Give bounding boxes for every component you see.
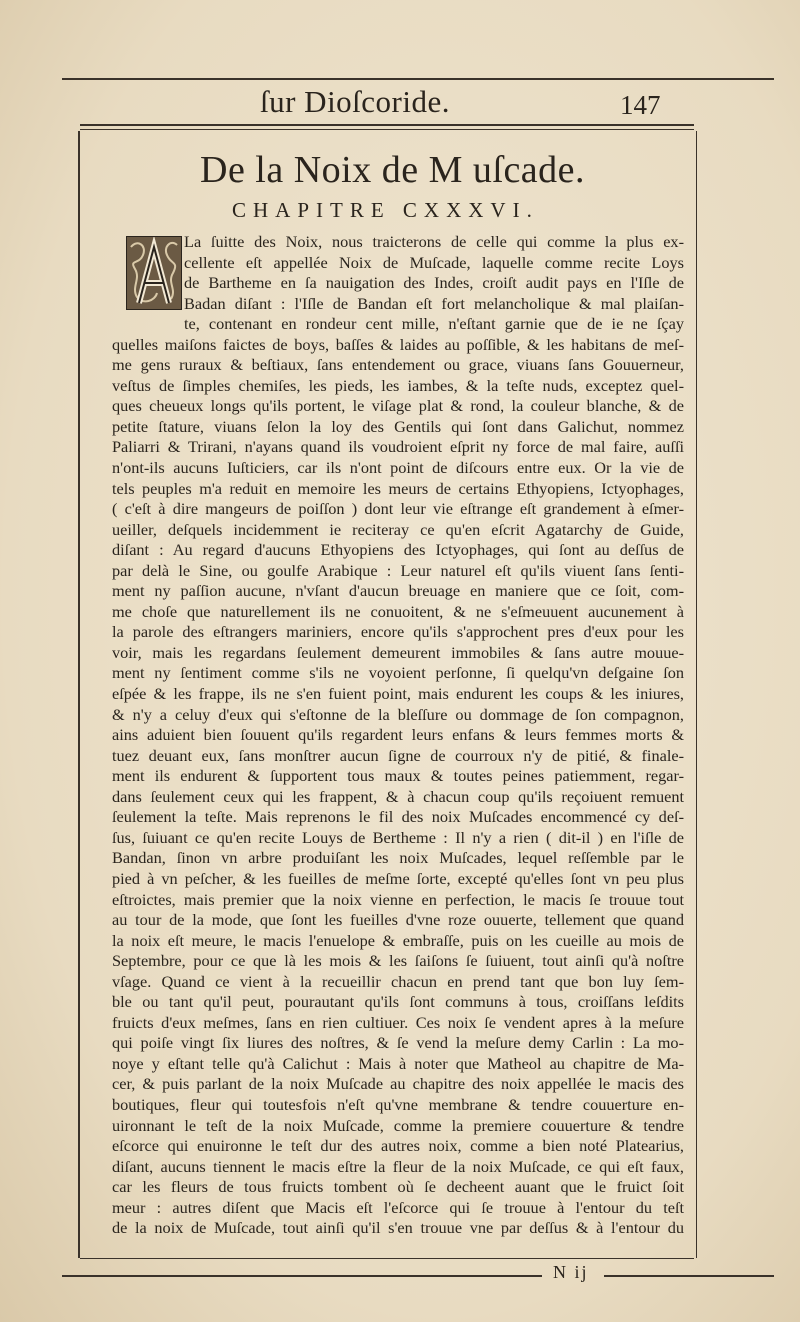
top-rule [62,78,774,80]
bottom-rule [62,1275,542,1277]
text-line: n'ont-ils aucuns Iuſticiers, car ils n'ont point de diſcours entre eux. Or la vie de [112,458,684,478]
text-line: Badan diſant : l'Iſle de Bandan eſt fort melancholique & mal plaiſan- [184,293,684,313]
text-line: pied à vn peſcher, & les fueilles de meſme ſorte, excepté qu'elles ſont vn peu plus [112,868,684,888]
text-line: Bandan, ſinon vn arbre produiſant les noix Muſcades, lequel reſſemble par le [112,848,684,868]
text-line: boutiques, fleur qui toutesfois n'eſt qu'vne membrane & tendre couuerture en- [112,1094,684,1114]
text-line: ueiller, deſquels incidemment ie reciteray ce qu'en eſcrit Agatarchy de Guide, [112,519,684,539]
text-line: eſtroictes, mais premier que la noix vienne en perfection, le macis ſe trouue tout [112,889,684,909]
head-rule [80,124,694,126]
text-line: qui poiſe vingt ſix liures des noſtres, & ſe vend la meſure demy Carlin : La mo- [112,1033,684,1053]
text-line: ment ny paſſion aucune, n'vſant d'aucun breuage en maniere que ce ſoit, com- [112,581,684,601]
chapter-number: CHAPITRE CXXXVI. [232,198,539,222]
text-line: ſus, ſuiuant ce qu'en recite Louys de Bertheme : Il n'y a rien ( dit-il ) en l'iſle de [112,827,684,847]
body-text [112,232,684,1239]
text-line: noye y eſtant telle qu'à Calichut : Mais à noter que Matheol au chapitre de Ma- [112,1053,684,1073]
text-line: cer, & puis parlant de la noix Muſcade au chapitre des noix appellée le macis des [112,1074,684,1094]
text-line: ble ou tant qu'il peut, pourautant qu'ils ſont communs à tous, croiſſans leſdits [112,992,684,1012]
text-line: de la noix de Muſcade, tout ainſi qu'il s'en trouue vne par deſſus & à l'entour du [112,1218,684,1238]
text-line: diſant, aucuns tiennent le macis eſtre la fleur de la noix Muſcade, ce qui eſt faux, [112,1156,684,1176]
text-line: meur : autres diſent que Macis eſt l'eſcorce qui ſe trouue à l'entour du teſt [112,1197,684,1217]
text-line: Paliarri & Trirani, n'ayans quand ils voudroient eſprit ny force de mal faire, auſſi [112,437,684,457]
text-line: Septembre, pour ce que là les mois & les ſaiſons ſe ſuiuent, tout ainſi qu'à noſtre [112,951,684,971]
text-line: tels peuples m'a reduit en memoire les meurs de certains Ethyopiens, Ictyophages, [112,478,684,498]
text-line: eſpée & les frappe, ils ne s'en fuient point, mais endurent les coups & les iniures, [112,684,684,704]
running-head [0,84,800,124]
text-line: fruicts d'eux meſmes, ſans en rien cultiuer. Ces noix ſe vendent apres à la meſure [112,1012,684,1032]
text-line: ment ny ſentiment comme s'ils ne voyoient perſonne, ſi quelqu'vn deſgaine ſon [112,663,684,683]
text-line: ſeulement la teſte. Mais reprenons le fil des noix Muſcades encommencé cy deſ- [112,807,684,827]
text-line: petite ſtature, viuans ſelon la loy des Gentils qui ſont dans Galichut, nommez [112,416,684,436]
text-line: veſtus de ſimples chemiſes, les pieds, les iambes, & la teſte nuds, exceptez quel- [112,375,684,395]
text-line: ques cheueux longs qu'ils portent, le viſage plat & rond, la couleur blanche, & de [112,396,684,416]
text-line: de Bartheme en ſa nauigation des Indes, croiſt audit pays en l'Iſle de [184,273,684,293]
text-line: uironnant le teſt de la noix Muſcade, comme la premiere couuerture & tendre [112,1115,684,1135]
head-rule-thin [80,129,694,130]
text-line: eſcorce qui enuironne le teſt dur des autres noix, comme a bien noté Platearius, [112,1136,684,1156]
text-line: quelles maiſons faictes de boys, baſſes & laides au poſſible, & les habitans de meſ- [112,334,684,354]
foot-rule [80,1258,694,1259]
text-line: par delà le Sine, ou goulfe Arabique : Leur naturel eſt qu'ils viuent ſans ſenti- [112,560,684,580]
bottom-rule-right [604,1275,774,1277]
text-line: diſant : Au regard d'aucuns Ethyopiens des Ictyophages, qui ſont au deſſus de [112,540,684,560]
text-line: ment ils endurent & ſupportent tous maux & toutes peines patiemment, regar- [112,766,684,786]
chapter-title: De la Noix de M uſcade. [200,149,586,191]
text-line: dans ſeulement ceux qui les frappent, & à chacun coup qu'ils reçoiuent remuent [112,786,684,806]
text-line: me gens ruraux & beſtiaux, ſans entendement ou grace, viuans ſans Gouuerneur, [112,355,684,375]
text-line: La ſuitte des Noix, nous traicterons de celle qui comme la plus ex- [184,232,684,251]
text-line: te, contenant en rondeur cent mille, n'eſtant garnie que de ie ne ſçay [184,314,684,334]
text-line: vſage. Quand ce vient à la recueillir chacun en prend tant que bon luy ſem- [112,971,684,991]
text-line: au tour de la mode, que ſont les fueilles d'vne roze ouuerte, tellement que quand [112,910,684,930]
text-line: cellente eſt appellée Noix de Muſcade, laquelle comme recite Loys [184,252,684,272]
text-line: ( c'eſt à dire mangeurs de poiſſon ) dont leur vie eſtrange eſt grandement à eſmer- [112,499,684,519]
text-line: voir, mais les regardans ſeulement demeurent immobiles & ſans autre mouue- [112,642,684,662]
text-line: la noix eſt meure, le macis l'enuelope & embraſſe, puis on les cueille au mois de [112,930,684,950]
text-line: ains aduient bien ſouuent qu'ils regardent leurs enfans & leurs femmes morts & [112,725,684,745]
text-line: tuez deuant eux, ſans monſtrer aucun ſigne de courroux n'y de pitié, & finale- [112,745,684,765]
text-line: & n'y a celuy d'eux qui s'eſtonne de la bleſſure ou dommage de ſon compagnon, [112,704,684,724]
running-head-title: ſur Dioſcoride. [260,84,451,119]
text-line: car les fleurs de tous fruicts tombent où ſe decheent auant que le fruict ſoit [112,1177,684,1197]
page-number: 147 [620,90,661,120]
signature-mark: N ij [553,1262,589,1282]
text-line: la parole des eſtrangers mariniers, encore qu'ils s'approchent pres d'eux pour les [112,622,684,642]
text-line: me choſe que naturellement ils ne conuoitent, & ne s'eſmeuuent aucunement à [112,601,684,621]
